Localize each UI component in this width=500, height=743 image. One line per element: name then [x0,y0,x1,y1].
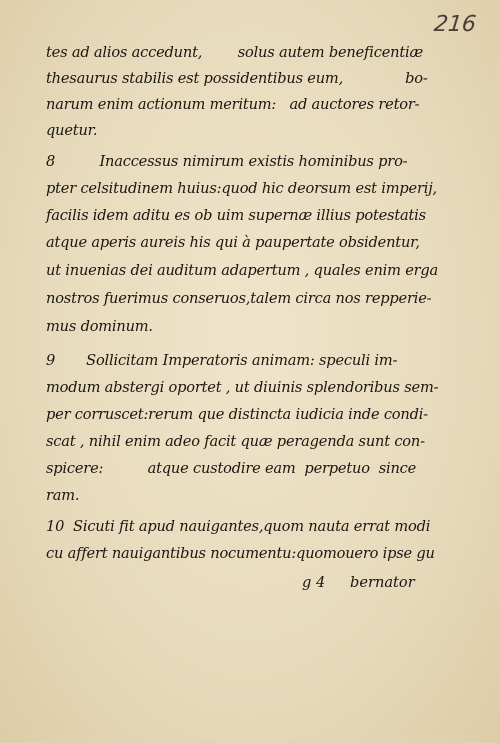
text-line: cu affert nauigantibus nocumentu:quomouero ipse gu [46,545,435,562]
text-line: ut inuenias dei auditum adapertum , quales enim erga [46,262,439,279]
text-line: spicere: atque custodire eam perpetuo since [46,460,417,477]
text-line: per corruscet:rerum que distincta iudicia inde condi- [46,406,428,423]
text-line: ram. [46,487,80,504]
text-line: quetur. [46,122,98,139]
text-line: modum abstergi oportet , ut diuinis splendoribus sem- [46,379,439,396]
text-line: narum enim actionum meritum: ad auctores retor- [46,96,420,113]
text-line: mus dominum. [46,318,153,335]
text-line: nostros fuerimus conseruos,talem circa nos repperie- [46,290,432,307]
paragraph-8-start: 8 Inaccessus nimirum existis hominibus pro- [46,153,408,170]
text-line: scat , nihil enim adeo facit quæ peragenda sunt con- [46,433,425,450]
text-line: thesaurus stabilis est possidentibus eum, bo- [46,70,428,87]
folio-number: 216 [432,12,478,37]
text-line: tes ad alios accedunt, solus autem beneficentiæ [46,44,423,61]
catchword: bernator [350,574,415,591]
text-line: pter celsitudinem huius:quod hic deorsum est imperij, [46,180,437,197]
text-line: atque aperis aureis his qui à paupertate obsidentur, [46,234,420,251]
signature-mark: g 4 [302,574,326,591]
text-line: facilis idem aditu es ob uim supernæ illius potestatis [46,207,426,224]
paragraph-10-start: 10 Sicuti fit apud nauigantes,quom nauta errat modi [46,518,431,535]
paragraph-9-start: 9 Sollicitam Imperatoris animam: speculi im- [46,352,398,369]
